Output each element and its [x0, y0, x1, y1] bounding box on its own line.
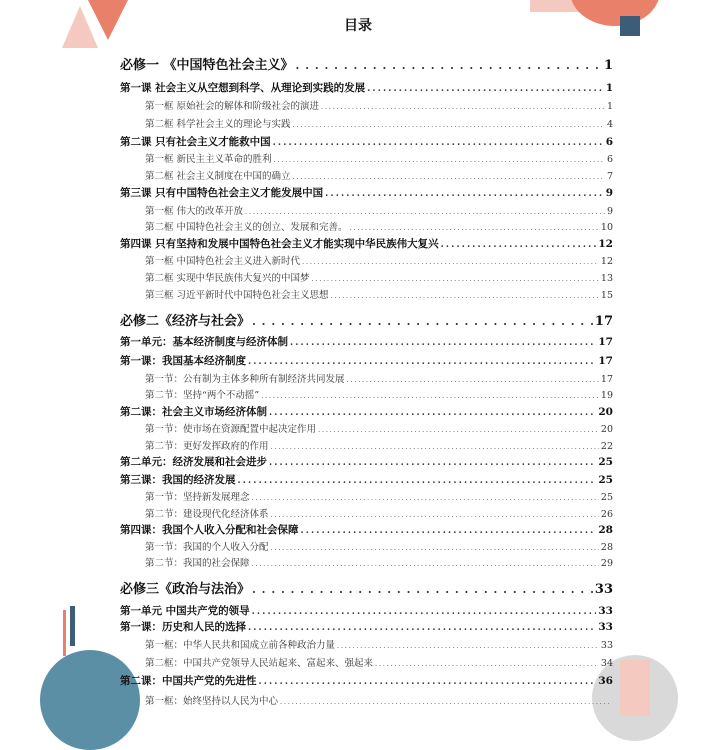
toc-section-row[interactable]: [120, 151, 613, 165]
toc-section-row[interactable]: [120, 555, 613, 569]
toc-entry-label: 第二节：更好发挥政府的作用: [145, 441, 269, 452]
toc-chapter-row[interactable]: [120, 404, 613, 419]
toc-page-number: 12: [598, 238, 613, 250]
toc-leader-dots: [301, 526, 597, 536]
toc-leader-dots: [441, 240, 597, 250]
toc-entry-label: 必修三《政治与法治》: [120, 582, 251, 597]
toc-chapter-row[interactable]: [120, 185, 613, 200]
toc-page-number: 26: [600, 509, 613, 520]
toc-page-number: 9: [605, 187, 613, 199]
toc-entry-label: 第一框：中华人民共和国成立前各种政治力量: [145, 640, 336, 651]
toc-leader-dots: [269, 408, 596, 418]
toc-page-number: 36: [598, 675, 613, 687]
toc-entry-label: 第一框 新民主主义革命的胜利: [145, 154, 272, 165]
toc-entry-label: 第三课 只有中国特色社会主义才能发展中国: [120, 187, 324, 199]
toc-page-number: 33: [600, 640, 613, 651]
toc-section-row[interactable]: [120, 116, 613, 130]
toc-entry-label: 第一单元 中国共产党的领导: [120, 605, 250, 617]
toc-page-number: 7: [606, 171, 613, 182]
toc-leader-dots: [252, 560, 599, 568]
toc-chapter-row[interactable]: [120, 353, 613, 368]
toc-page-number: 33: [598, 621, 613, 633]
toc-chapter-row[interactable]: [120, 472, 613, 487]
toc-leader-dots: [271, 511, 599, 519]
toc-entry-label: 第一框 中国特色社会主义进入新时代: [145, 256, 301, 267]
toc-section-row[interactable]: [120, 438, 613, 452]
toc-leader-dots: [375, 660, 599, 668]
toc-leader-dots: [273, 138, 604, 148]
toc-page-number: 25: [598, 456, 613, 468]
toc-leader-dots: [318, 426, 599, 434]
toc-page-number: 28: [598, 524, 613, 536]
toc-leader-dots: [337, 642, 599, 650]
toc-leader-dots: [252, 583, 593, 596]
toc-part-row[interactable]: [120, 310, 613, 329]
toc-leader-dots: [271, 443, 599, 451]
toc-page-number: 15: [600, 290, 613, 301]
toc-page-number: 17: [600, 374, 613, 385]
toc-leader-dots: [347, 376, 599, 384]
toc-leader-dots: [238, 476, 597, 486]
toc-entry-label: 第一框 伟大的改革开放: [145, 206, 244, 217]
toc-page-number: 25: [600, 492, 613, 503]
toc-section-row[interactable]: [120, 693, 613, 707]
toc-section-row[interactable]: [120, 506, 613, 520]
toc-page-number: 4: [606, 119, 613, 130]
toc-page-number: 29: [600, 558, 613, 569]
toc-leader-dots: [367, 84, 604, 94]
toc-leader-dots: [296, 59, 602, 72]
toc-section-row[interactable]: [120, 287, 613, 301]
toc-entry-label: 第二课 只有社会主义才能救中国: [120, 136, 271, 148]
toc-section-row[interactable]: [120, 219, 613, 233]
toc-page-number: 19: [600, 390, 613, 401]
toc-entry-label: 第二节：建设现代化经济体系: [145, 509, 269, 520]
toc-page-number: 12: [600, 256, 613, 267]
toc-entry-label: 第二节：坚持“两个不动摇”: [145, 390, 260, 401]
toc-entry-label: 必修一 《中国特色社会主义》: [120, 58, 294, 73]
toc-section-row[interactable]: [120, 539, 613, 553]
toc-entry-label: 第一节：公有制为主体多种所有制经济共同发展: [145, 374, 345, 385]
toc-entry-label: 第一单元：基本经济制度与经济体制: [120, 336, 288, 348]
toc-chapter-row[interactable]: [120, 522, 613, 537]
toc-leader-dots: [290, 338, 596, 348]
toc-section-row[interactable]: [120, 98, 613, 112]
toc-chapter-row[interactable]: [120, 236, 613, 251]
toc-chapter-row[interactable]: [120, 454, 613, 469]
toc-entry-label: 第一课：历史和人民的选择: [120, 621, 246, 633]
toc-chapter-row[interactable]: [120, 334, 613, 349]
toc-entry-label: 第一节：使市场在资源配置中起决定作用: [145, 424, 317, 435]
toc-entry-label: 第三课：我国的经济发展: [120, 474, 236, 486]
toc-page-number: 6: [606, 154, 613, 165]
toc-section-row[interactable]: [120, 655, 613, 669]
toc-page-number: 25: [598, 474, 613, 486]
toc-leader-dots: [245, 208, 605, 216]
toc-leader-dots: [321, 103, 605, 111]
toc-chapter-row[interactable]: [120, 619, 613, 634]
toc-page-number: 13: [600, 273, 613, 284]
toc-page-number: 33: [598, 605, 613, 617]
toc-entry-label: 第二框 实现中华民族伟大复兴的中国梦: [145, 273, 310, 284]
decor-bar-navy: [70, 606, 75, 646]
toc-entry-label: 第一节：坚持新发展理念: [145, 492, 250, 503]
decor-bar-pink-right: [620, 660, 650, 716]
toc-page-number: 20: [600, 424, 613, 435]
toc-page-number: 10: [600, 222, 613, 233]
toc-leader-dots: [252, 607, 597, 617]
toc-entry-label: 第一课：我国基本经济制度: [120, 355, 246, 367]
toc-entry-label: 第二课：中国共产党的先进性: [120, 675, 257, 687]
toc-leader-dots: [252, 494, 599, 502]
toc-entry-label: 第二框：中国共产党领导人民站起来、富起来、强起来: [145, 658, 374, 669]
toc-page-number: 34: [600, 658, 613, 669]
toc-section-row[interactable]: [120, 168, 613, 182]
toc-entry-label: 第二框 中国特色社会主义的创立、发展和完善。: [145, 222, 348, 233]
toc-entry-label: 第一框 原始社会的解体和阶级社会的演进: [145, 101, 320, 112]
toc-section-row[interactable]: [120, 421, 613, 435]
toc-page-number: 6: [605, 136, 613, 148]
toc-leader-dots: [280, 698, 611, 706]
toc-leader-dots: [302, 258, 599, 266]
toc-leader-dots: [274, 156, 605, 164]
toc-entry-label: 第二单元：经济发展和社会进步: [120, 456, 267, 468]
toc-page-number: 17: [598, 336, 613, 348]
toc-leader-dots: [271, 544, 599, 552]
toc-chapter-row[interactable]: [120, 673, 613, 688]
decor-bar-pink: [63, 610, 66, 656]
toc-page-number: 1: [603, 58, 613, 73]
toc-entry-label: 第二框 社会主义制度在中国的确立: [145, 171, 291, 182]
toc-entry-label: 必修二《经济与社会》: [120, 314, 251, 329]
toc-leader-dots: [261, 392, 599, 400]
toc-entry-label: 第三框 习近平新时代中国特色社会主义思想: [145, 290, 329, 301]
toc-section-row[interactable]: [120, 489, 613, 503]
toc-leader-dots: [248, 357, 596, 367]
toc-page-number: 1: [605, 82, 613, 94]
toc-entry-label: 第四课 只有坚持和发展中国特色社会主义才能实现中华民族伟大复兴: [120, 238, 439, 250]
toc-page-number: 28: [600, 542, 613, 553]
toc-section-row[interactable]: [120, 253, 613, 267]
toc-page-number: 22: [600, 441, 613, 452]
toc-entry-label: 第一框：始终坚持以人民为中心: [145, 696, 279, 707]
toc-entry-label: 第二框 科学社会主义的理论与实践: [145, 119, 291, 130]
toc-page-number: 33: [594, 582, 613, 597]
toc-leader-dots: [252, 315, 593, 328]
toc-leader-dots: [331, 292, 599, 300]
toc-page-number: 1: [606, 101, 613, 112]
toc-section-row[interactable]: [120, 270, 613, 284]
toc-chapter-row[interactable]: [120, 134, 613, 149]
toc-leader-dots: [259, 677, 597, 687]
toc-leader-dots: [350, 224, 599, 232]
toc-part-row[interactable]: [120, 578, 613, 597]
toc-leader-dots: [293, 173, 605, 181]
toc-page-number: 20: [598, 406, 613, 418]
toc-page-number: 9: [606, 206, 613, 217]
toc-entry-label: 第一课 社会主义从空想到科学、从理论到实践的发展: [120, 82, 366, 94]
toc-entry-label: 第二节：我国的社会保障: [145, 558, 250, 569]
toc-chapter-row[interactable]: [120, 80, 613, 95]
toc-section-row[interactable]: [120, 387, 613, 401]
toc-leader-dots: [325, 189, 604, 199]
toc-leader-dots: [248, 623, 596, 633]
page-title: 目录: [344, 18, 372, 34]
toc-entry-label: 第四课：我国个人收入分配和社会保障: [120, 524, 299, 536]
toc-part-row[interactable]: [120, 54, 613, 73]
toc-page-number: 17: [598, 355, 613, 367]
toc-chapter-row[interactable]: [120, 603, 613, 618]
toc-entry-label: 第二课：社会主义市场经济体制: [120, 406, 267, 418]
toc-leader-dots: [293, 121, 605, 129]
toc-leader-dots: [312, 275, 599, 283]
toc-page-number: 17: [594, 314, 613, 329]
toc-section-row[interactable]: [120, 637, 613, 651]
toc-leader-dots: [269, 458, 596, 468]
toc-section-row[interactable]: [120, 203, 613, 217]
toc-section-row[interactable]: [120, 371, 613, 385]
toc-entry-label: 第一节：我国的个人收入分配: [145, 542, 269, 553]
